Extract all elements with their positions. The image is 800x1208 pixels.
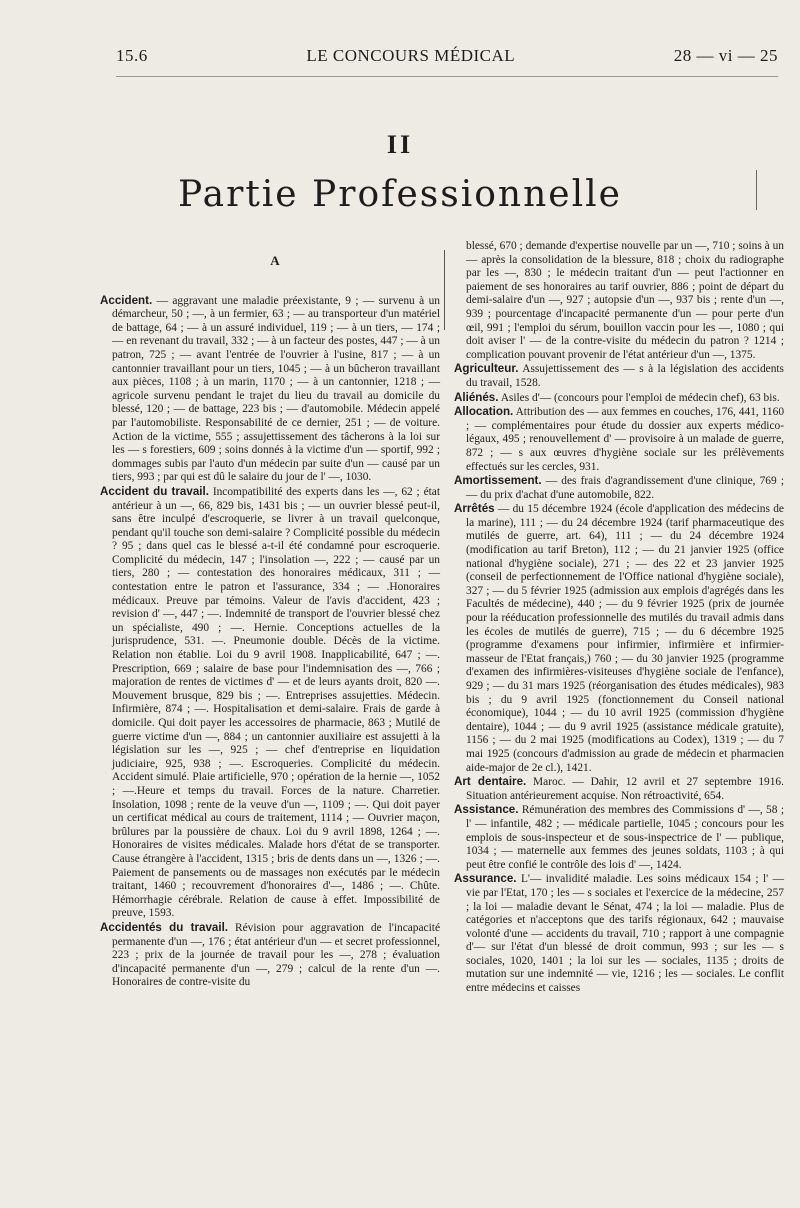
index-entry [100, 921, 440, 990]
index-entry [454, 502, 784, 775]
index-entry [100, 294, 440, 485]
section-letter: A [270, 253, 280, 268]
entry-text: Maroc. — Dahir, 12 avril et 27 septembre 1916. Situation antérieurement acquise. Non rétroactivité, 654. [466, 776, 784, 802]
entry-text: Révision pour aggravation de l'incapacité permanente d'un —, 176 ; état antérieur d'un — et secret professionnel, 223 ; prix de la journée de travail pour les —, 278 ; évaluation d'incapacité permanente d'un —, 279 ; calcul de la rente d'un —. Honoraires de contre-visite du [112, 921, 440, 989]
part-number: II [386, 130, 414, 159]
entry-heading: Accidentés du travail. [100, 920, 229, 934]
entry-heading: Accident. [100, 293, 153, 307]
entry-heading: Accident du travail. [100, 484, 209, 498]
entry-text: Asiles d'— (concours pour l'emploi de médecin chef), 63 bis. [500, 391, 780, 404]
index-entry [454, 474, 784, 502]
index-entry [454, 803, 784, 872]
column-divider [444, 250, 445, 330]
entry-text: Incompatibilité des experts dans les —, 62 ; état antérieur à un —, 66, 829 bis, 1431 bis ; — un ouvrier blessé peut-il, sans être inculpé d'escroquerie, se livrer à un travail quelconque, pendant qu'il touche son demi-salaire ? Complicité possible du médecin ? 95 ; dans quel cas le blessé a-t-il été condamné pour escroquerie. Complicité du médecin, 147 ; l'insolation —, 222 ; — causé par un tiers, 280 ; — contestation des honoraires médicaux, 311 ; — contestation entre le patron et l'assurance, 334 ; — .Honoraires médicaux. Preuve par témoins. Valeur de l'avis d'accident, 423 ; revision d' —, 447 ; —. Indemnité de transport de l'ouvrier blessé chez un spécialiste, 490 ; —. Hernie. Conceptions actuelles de la jurisprudence, 531. —. Pneumonie double. Décès de la victime. Relation non établie. Loi du 9 avril 1908. Inapplicabilité, 647 ; —. Prescription, 669 ; salaire de base pour l'indemnisation des —, 766 ; majoration de rentes de victimes d' — et de leurs ayants droit, 820 —. Mouvement brusque, 829 bis ; —. Entreprises assujetties. Médecin. Infirmière, 874 ; —. Hospitalisation et demi-salaire. Frais de garde à domicile. Qui doit payer les accessoires de pharmacie, 863 ; Mutilé de guerre victime d'un —, 884 ; un cantonnier auxiliaire est assujetti à la législation sur les —, 925 ; — chef d'entreprise en liquidation judiciaire, 925, 938 ; —. Escroqueries. Complicité du médecin. Accident simulé. Plaie artificielle, 970 ; opération de la hernie —, 1052 ; —.Heure et temps du travail. Forces de la nature. Charretier. Insolation, 1098 ; rente de la veuve d'un —, 1109 ; —. Qui doit payer un certificat médical au cours de traitement, 1114 ; — Ouvrier maçon, brûlures par la poussière de chaux. Loi du 9 avril 1898, 1264 ; —. Honoraires de visites médicales. Malade hors d'état de se transporter. Cause étrangère à l'accident, 1315 ; bris de dents dans un —, 1326 ; —. Paiement de pansements ou de massages non exécutés par le médecin traitant, 1460 ; recouvrement d'honoraires d'—, 1486 ; —. Chûte. Hémorrhagie cérébrale. Relation de cause à effet. Impossibilité de preuve, 1593. [112, 485, 441, 920]
entry-text: Assujettissement des — s à la législation des accidents du travail, 1528. [466, 363, 784, 389]
entry-heading: Art dentaire. [454, 775, 527, 789]
margin-mark [756, 170, 757, 210]
left-entries [100, 294, 440, 990]
header-rule [116, 76, 778, 77]
index-entry [100, 485, 440, 921]
index-entry [454, 362, 784, 390]
entry-text: Rémunération des membres des Commissions d' —, 58 ; l' — infantile, 482 ; — médicale partielle, 1045 ; concours pour les emplois de sous-inspecteur et de sous-inspectrice de l' — publique, 1034 ; — maternelle aux femmes des jeunes soldats, 1103 ; à qui peut être confié le contrôle des lois d' —, 1424. [466, 804, 784, 871]
right-column [454, 240, 784, 996]
entry-text: Attribution des — aux femmes en couches, 176, 441, 1160 ; — complémentaires pour étude du dossier aux experts médico-légaux, 495 ; renouvellement d' — provisoire à un malade de guerre, 872 ; — s aux œuvres d'hygiène sociale sur les prélèvements effectués sur les cercles, 931. [466, 406, 785, 473]
entry-heading: Allocation. [454, 405, 514, 419]
running-head [116, 46, 778, 72]
index-entry [454, 775, 784, 803]
issue-date: 28 — vi — 25 [673, 46, 778, 65]
right-entries [454, 362, 784, 995]
entry-heading: Assistance. [454, 803, 519, 817]
entry-heading: Amortissement. [454, 474, 542, 488]
entry-text: — du 15 décembre 1924 (école d'application des médecins de la marine), 111 ; — du 24 décembre 1924 (tarif pharmaceutique des mutilés de guerre, art. 64), 111 ; — du 24 décembre 1924 (modification au tarif Breton), 112 ; — du 21 janvier 1925 (office national d'hygiène sociale), 271 ; — des 22 et 23 janvier 1925 (conseil de perfectionnement de l'Office national d'hygiène sociale), 327 ; — du 5 février 1925 (admission aux emplois d'agrégés dans les Facultés de médecine), 440 ; — du 9 février 1925 (prix de journée pour la rééducation professionnelle des mutilés du travail admis dans les écoles de mutilés de guerre), 715 ; — du 6 décembre 1925 (programme d'examens pour infirmier, infirmière et infirmier-masseur de l'Etat français,) 760 ; — du 30 janvier 1925 (programme d'examen des infirmières-visiteuses d'hygiène sociale de l'enfance), 929 ; — du 31 mars 1925 (réorganisation des études médicales), 983 bis ; du 9 avril 1925 (fonctionnement du Conseil national économique), 1044 ; — du 10 avril 1925 (commission d'hygiène dentaire), 1044 ; — du 9 avril 1925 (assistance médicale gratuite), 1156 ; — du 2 mai 1925 (modifications au Codex), 1319 ; — du 7 mai 1925 (concours d'admission au grade de médecin et pharmacien aide-major de 2e cl.), 1421. [466, 503, 784, 774]
entry-text: — des frais d'agrandissement d'une clinique, 769 ; — du prix d'achat d'une automobile, 822. [466, 475, 784, 501]
index-entry [454, 405, 784, 474]
entry-text: L'— invalidité maladie. Les soins médicaux 154 ; l' — vie par l'Etat, 170 ; les — s sociales et l'exercice de la médecine, 257 ; la loi — maladie devant le Sénat, 474 ; la loi — maladie. Plus de catégories et n'acceptons que des tarifs régionaux, 642 ; mauvaise volonté d'une — accidents du travail, 710 ; rapport à une compagnie d'— sur l'état d'un blessé de droit commun, 993 ; sur les — s sociales, 1020, 1401 ; la loi sur les — sociales, 1135 ; droits de mutation sur une indemnité — vie, 1216 ; les — sociales. Le conflit entre médecins et caisses [466, 873, 784, 995]
index-entry [454, 872, 784, 995]
entry-text: — aggravant une maladie préexistante, 9 ; — survenu à un démarcheur, 50 ; —, à un fermier, 63 ; — au transporteur d'un matériel de battage, 64 ; — à un assuré individuel, 119 ; — à un tiers, — 174 ; — en revenant du travail, 332 ; — à un facteur des postes, 447 ; — à un patron, 725 ; — avant l'entrée de l'ouvrier à l'usine, 817 ; — à un cantonnier travaillant pour un tiers, 1045 ; — à un bûcheron travaillant aux pièces, 1108 ; à un marin, 1170 ; — à un cantonnier, 1218 ; — agricole survenu pendant le trajet du lieu du travail au domicile du blessé, 120 ; — de battage, 223 bis ; — d'automobile. Médecin appelé par l'automobiliste. Responsabilité de ce dernier, 251 ; — de voiture. Action de la victime, 555 ; assujettissement des tâcherons à la loi sur les — s forestiers, 609 ; soins donnés à la victime d'un — sportif, 992 ; dommages subis par l'auto d'un médecin par suite d'un — causé par un tiers, 993 ; par qui est dû le salaire du jour de l' —, 1030. [112, 294, 440, 484]
part-title: Partie Professionnelle [178, 174, 622, 215]
continuation-text: blessé, 670 ; demande d'expertise nouvelle par un —, 710 ; soins à un — après la consolidation de la blessure, 818 ; choix du radiographe par les —, 830 ; le médecin traitant d'un — peut l'actionner en paiement de ses honoraires au tarif ouvrier, 886 ; point de départ du demi-salaire d'un —, 927 ; autopsie d'un —, 937 bis ; rente d'un —, 939 ; pourcentage d'incapacité permanente d'un — pour perte d'un œil, 991 ; l'emploi du sérum, bouillon vaccin pour les —, 1080 ; qui doit aviser l' — de la contre-visite du médecin du patron ? 1214 ; complication pouvant provenir de l'état antérieur d'un —, 1375. [466, 240, 784, 361]
entry-heading: Agriculteur. [454, 362, 519, 376]
entry-heading: Assurance. [454, 872, 517, 886]
entry-heading: Aliénés. [454, 390, 499, 404]
entry-heading: Arrêtés [454, 502, 495, 516]
index-entry [454, 391, 784, 406]
journal-title: LE CONCOURS MÉDICAL [306, 46, 516, 65]
left-column [100, 240, 440, 990]
page-number: 15.6 [116, 46, 148, 65]
